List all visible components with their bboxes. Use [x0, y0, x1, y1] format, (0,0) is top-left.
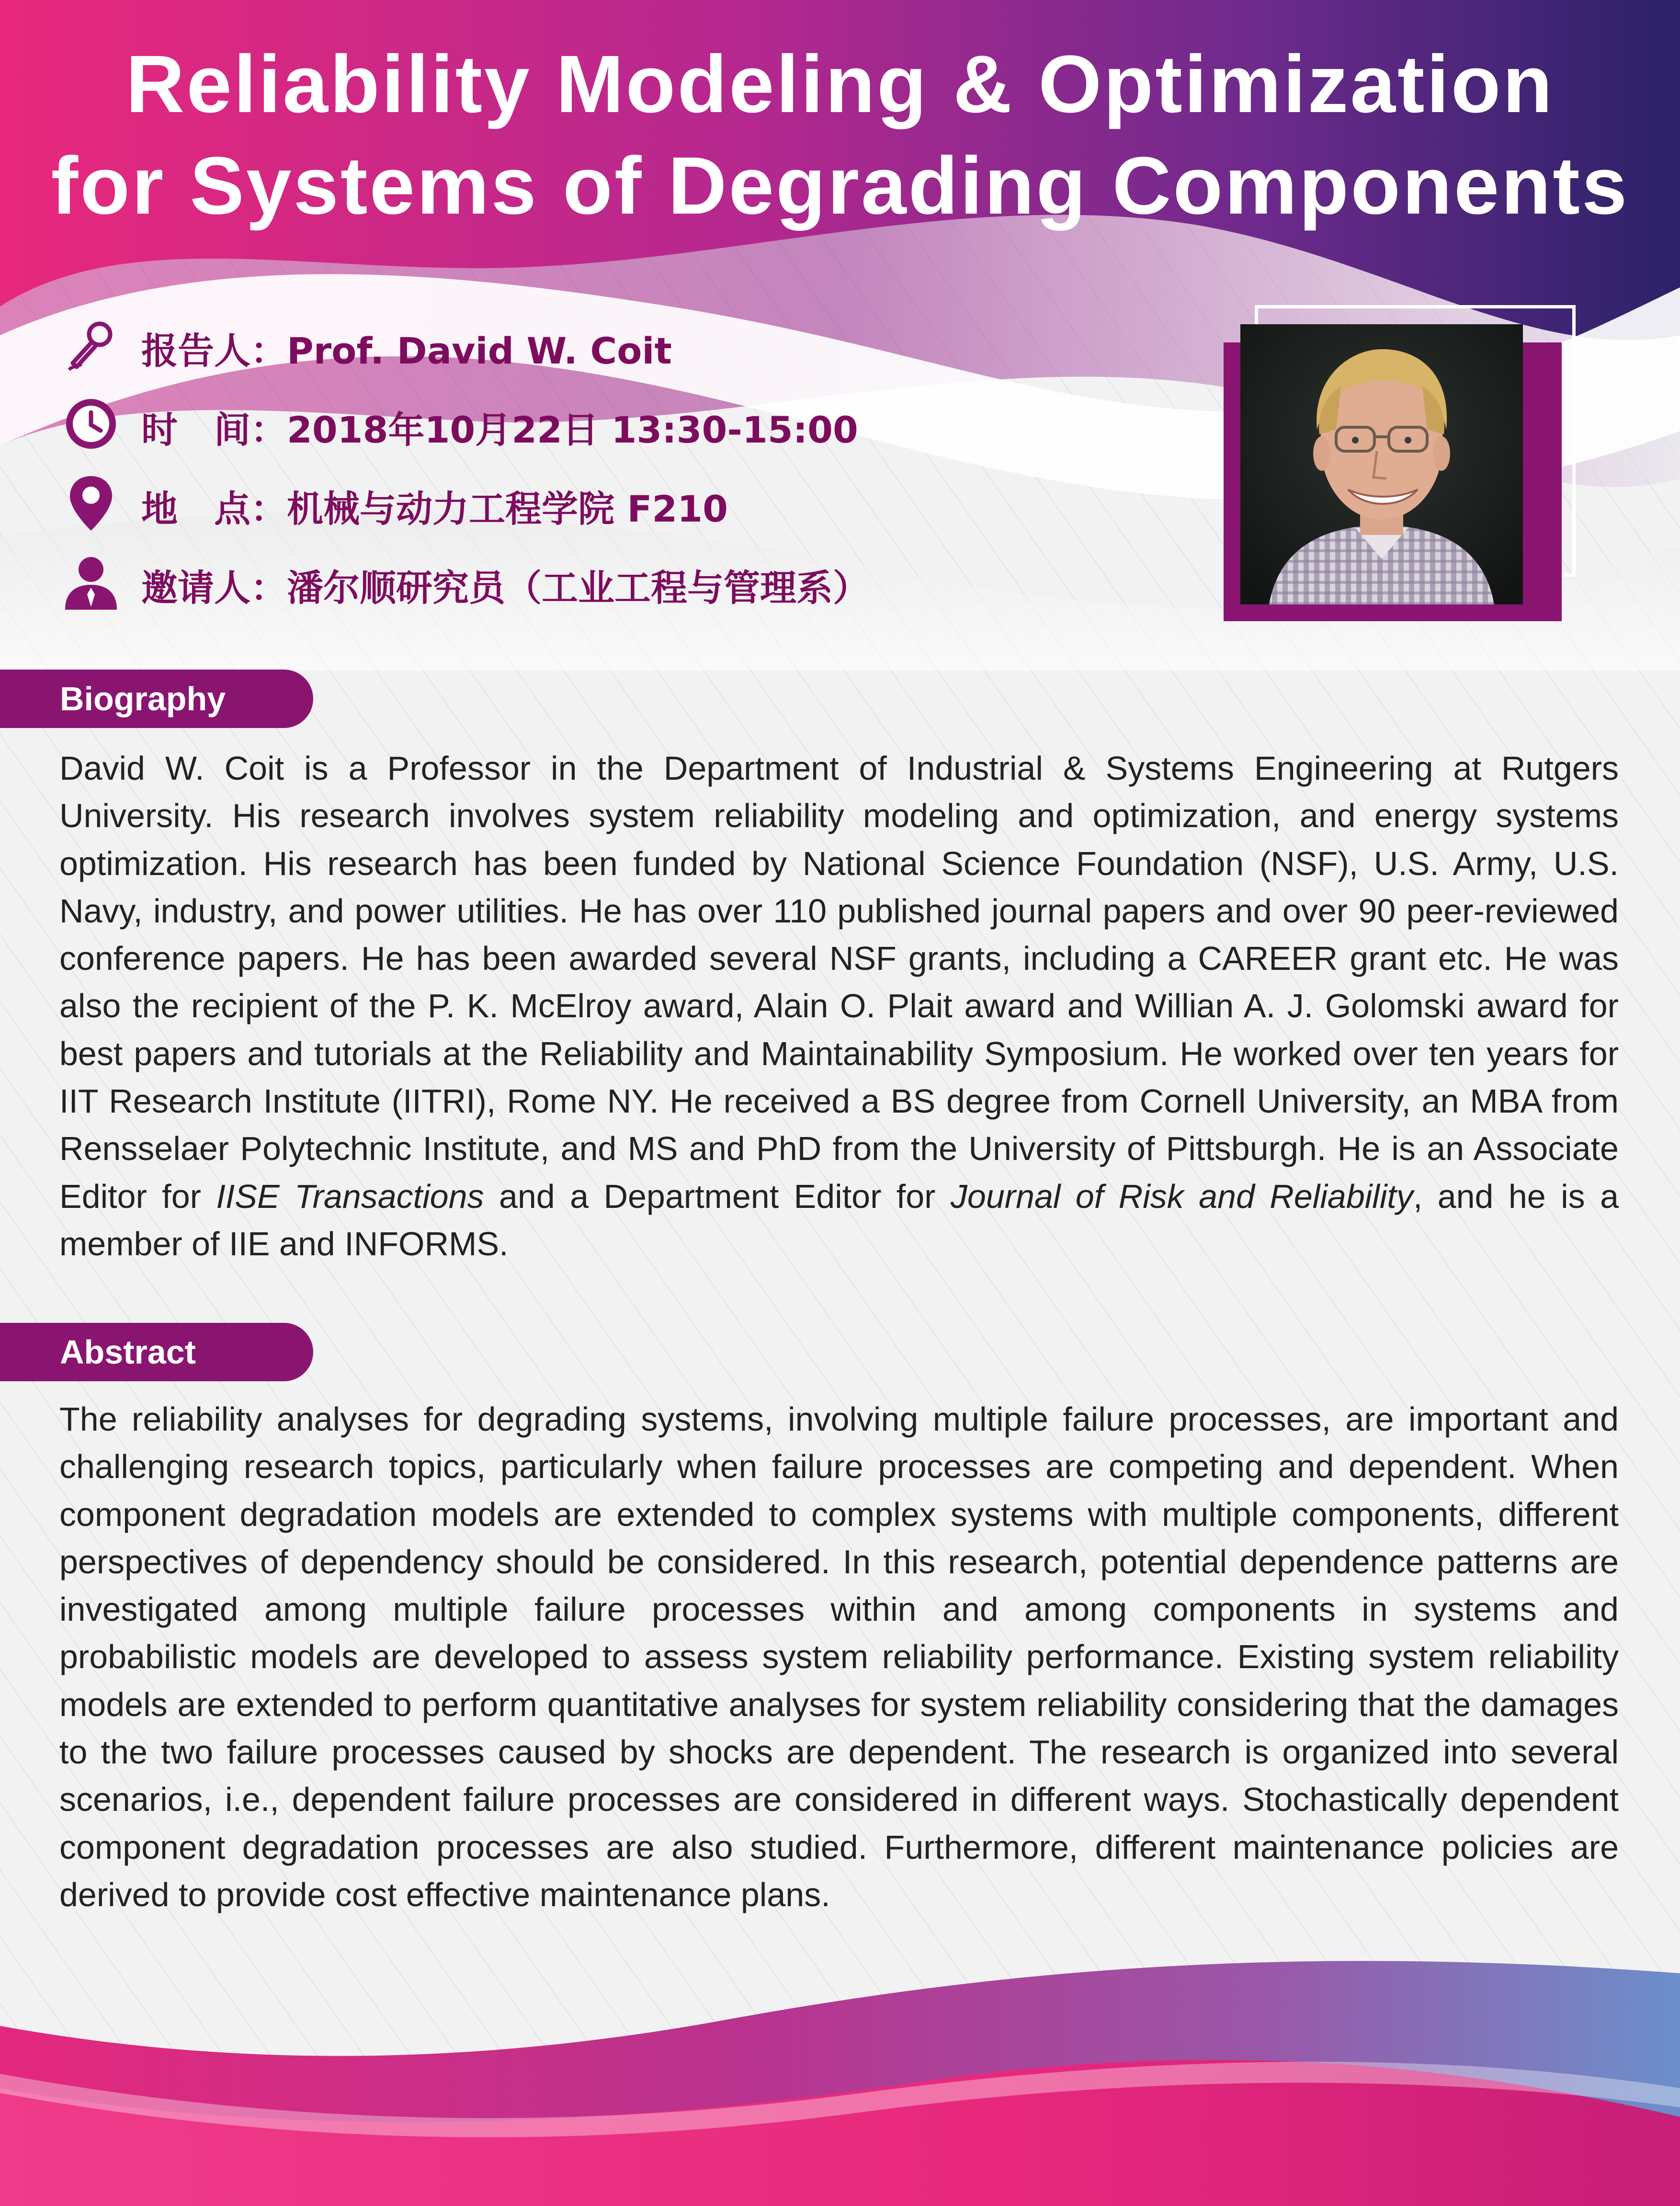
place-row — [62, 474, 1164, 541]
title-line-1: Reliability Modeling & Optimization — [125, 39, 1555, 130]
title-line-2: for Systems of Degrading Components — [51, 140, 1629, 231]
person-icon — [62, 553, 120, 611]
location-pin-icon — [62, 474, 120, 532]
abstract-heading-pill — [0, 1323, 313, 1381]
biography-heading: Biography — [60, 680, 226, 717]
host-text: 邀请人：潘尔顺研究员（工业工程与管理系） — [141, 567, 869, 609]
host-row — [62, 553, 1164, 620]
journal-name-iise: IISE Transactions — [216, 1177, 484, 1215]
speaker-portrait-illustration — [1240, 324, 1523, 604]
biography-text-part-3: , and he is a member of IIE and INFORMS. — [59, 1177, 1619, 1262]
journal-name-risk-reliability: Journal of Risk and Reliability — [950, 1177, 1413, 1215]
clock-icon — [62, 395, 120, 453]
page-title — [0, 34, 1680, 237]
time-text: 时 间：2018年10月22日 13:30-15:00 — [141, 409, 858, 451]
speaker-photo — [1240, 324, 1523, 604]
microphone-icon — [62, 316, 120, 374]
speaker-row — [62, 316, 1164, 383]
biography-text-part-2: and a Department Editor for — [484, 1177, 951, 1215]
abstract-text: The reliability analyses for degrading systems, involving multiple failure processes, are important and challenging research topics, particularly when failure processes are competing and dependent. When component degradation models are extended to complex systems with multiple components, different perspectives of dependency should be considered. In this research, potential dependence patterns are investigated among multiple failure processes within and among components in systems and probabilistic models are developed to assess system reliability performance. Existing system reliability models are extended to perform quantitative analyses for system reliability considering that the damages to the two failure processes caused by shocks are dependent. The research is organized into several scenarios, i.e., dependent failure processes are considered in different ways. Stochastically dependent component degradation processes are also studied. Furthermore, different maintenance policies are derived to provide cost effective maintenance plans. — [59, 1400, 1619, 1913]
place-text: 地 点：机械与动力工程学院 F210 — [141, 488, 728, 530]
time-row — [62, 395, 1164, 462]
biography-text-part-1: David W. Coit is a Professor in the Department of Industrial & Systems Engineering at Rutgers University. His research involves system reliability modeling and optimization, and energy systems optimization. His research has been funded by National Science Foundation (NSF), U.S. Army, U.S. Navy, industry, and power utilities. He has over 110 published journal papers and over 90 peer-reviewed conference papers. He has been awarded several NSF grants, including a CAREER grant etc. He was also the recipient of the P. K. McElroy award, Alain O. Plait award and Willian A. J. Golomski award for best papers and tutorials at the Reliability and Maintainability Symposium. He worked over ten years for IIT Research Institute (IITRI), Rome NY. He received a BS degree from Cornell University, an MBA from Rensselaer Polytechnic Institute, and MS and PhD from the University of Pittsburgh. He is an Associate Editor for — [59, 750, 1619, 1215]
biography-text — [59, 745, 1619, 1268]
abstract-heading: Abstract — [60, 1333, 196, 1371]
speaker-text: 报告人：Prof. David W. Coit — [141, 330, 672, 372]
biography-heading-pill — [0, 670, 313, 728]
